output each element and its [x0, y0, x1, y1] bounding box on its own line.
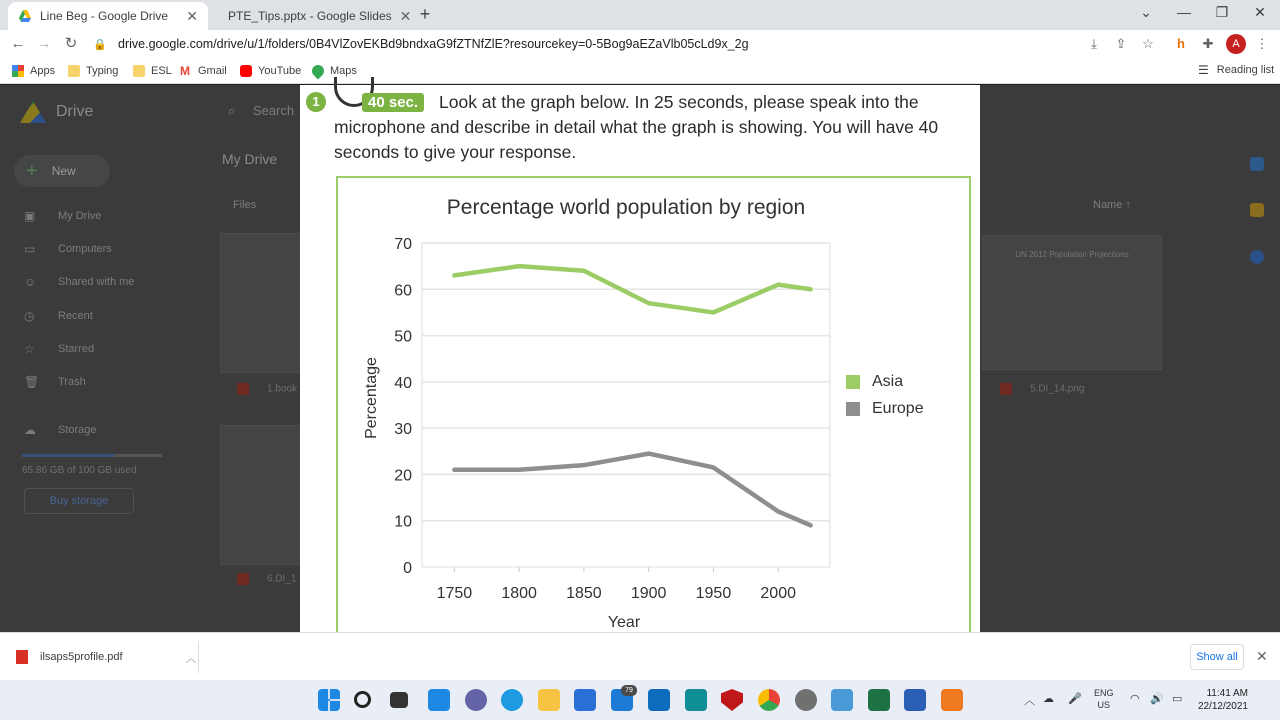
excel-icon[interactable] — [868, 689, 890, 711]
plus-icon: + — [26, 159, 38, 182]
chevron-up-icon[interactable]: ︿ — [1024, 695, 1035, 707]
taskbar-clock[interactable]: 11:41 AM 22/12/2021 — [1197, 688, 1248, 712]
folder-icon — [133, 65, 145, 77]
onedrive-cloud-icon[interactable]: ☁ — [1043, 693, 1054, 705]
time-badge: 40 sec. — [362, 93, 424, 112]
profile-avatar[interactable]: A — [1226, 34, 1246, 54]
sidebar-item-starred[interactable]: ☆ Starred — [24, 342, 95, 356]
sidebar-item-storage[interactable]: ☁ Storage — [24, 423, 97, 437]
breadcrumb[interactable]: My Drive — [222, 151, 278, 167]
y-tick-label: 0 — [403, 560, 412, 577]
maximize-button[interactable]: ❐ — [1215, 4, 1229, 20]
menu-kebab-icon[interactable]: ⋮ — [1255, 36, 1269, 51]
windows-taskbar — [0, 680, 1280, 720]
bookmark-star-icon[interactable]: ☆ — [1142, 36, 1154, 51]
sidebar-item-shared[interactable]: ☺ Shared with me — [24, 275, 135, 289]
file-caption[interactable]: 5.DI_14.png — [1000, 383, 1085, 395]
address-bar[interactable] — [92, 32, 1172, 56]
data-point — [647, 452, 651, 456]
search-icon: ⌕ — [228, 103, 236, 118]
back-button[interactable]: ← — [10, 35, 26, 52]
item-number-badge: 1 — [306, 92, 326, 112]
tab-close-icon[interactable]: ✕ — [399, 7, 412, 24]
reload-button[interactable]: ↻ — [64, 35, 78, 52]
drive-search[interactable]: ⌕ Search — [228, 103, 295, 118]
url-text[interactable]: drive.google.com/drive/u/1/folders/0B4VlZovEKBd9bndxaG9fZTNfZlE?resourcekey=0-5Bog9aEZaVlb05cLd9x_2g — [118, 37, 749, 51]
reading-list-button[interactable]: ☰ Reading list — [1198, 63, 1275, 77]
storage-used-text: 65.86 GB of 100 GB used — [22, 465, 137, 476]
windows-start-icon[interactable] — [318, 689, 340, 711]
arrow-up-icon: ↑ — [1125, 199, 1131, 211]
mail-badge: 79 — [621, 685, 637, 696]
files-header: Files — [233, 199, 257, 211]
file-thumbnail[interactable] — [220, 233, 300, 373]
file-caption[interactable]: 6.DI_1 — [237, 573, 296, 585]
data-point — [712, 311, 716, 315]
close-window-button[interactable]: ✕ — [1254, 4, 1266, 20]
data-point — [776, 510, 780, 514]
data-point — [776, 283, 780, 287]
tasks-icon[interactable] — [1250, 250, 1264, 264]
y-axis-label: Percentage — [363, 357, 380, 439]
y-tick-label: 50 — [394, 328, 412, 346]
data-point — [453, 468, 457, 472]
data-point — [647, 301, 651, 305]
bookmarks-bar — [0, 58, 1280, 84]
battery-icon[interactable]: ▭ — [1172, 693, 1183, 705]
bookmark-apps[interactable]: Apps — [12, 63, 55, 79]
apps-grid-icon — [12, 65, 24, 77]
minimize-button[interactable]: — — [1177, 4, 1191, 20]
legend-label: Asia — [872, 372, 904, 390]
new-button[interactable]: + New — [14, 155, 110, 187]
teams-chat-icon[interactable] — [465, 689, 487, 711]
tab-search-icon[interactable]: ⌄ — [1140, 4, 1152, 20]
youtube-icon — [240, 65, 252, 77]
divider — [198, 641, 199, 673]
extension-icon[interactable]: h — [1177, 36, 1185, 51]
clock-icon: ◷ — [24, 309, 35, 323]
data-point — [582, 463, 586, 467]
x-tick-label: 1750 — [436, 585, 473, 602]
y-tick-label: 10 — [394, 513, 412, 531]
x-tick-label: 2000 — [760, 585, 796, 602]
tab-title: Line Beg - Google Drive — [40, 9, 169, 23]
drive-icon: ▣ — [24, 209, 36, 223]
legend-label: Europe — [872, 399, 924, 417]
chart-legend — [846, 368, 924, 422]
y-tick-label: 20 — [394, 467, 412, 485]
install-app-icon[interactable]: ⤓ — [1091, 36, 1097, 51]
legend-swatch — [846, 402, 860, 416]
bookmark-esl[interactable]: ESL — [133, 63, 172, 79]
word-icon[interactable] — [904, 689, 926, 711]
computer-icon: ▭ — [24, 242, 36, 256]
file-explorer-icon[interactable] — [538, 689, 560, 711]
data-point — [809, 524, 813, 528]
new-tab-button[interactable]: + — [419, 4, 431, 24]
show-all-button[interactable]: Show all — [1190, 644, 1244, 670]
maps-pin-icon — [310, 63, 327, 80]
y-tick-label: 60 — [394, 282, 412, 300]
sidebar-item-recent[interactable]: ◷ Recent — [24, 309, 93, 323]
data-point — [712, 466, 716, 470]
y-tick-label: 30 — [394, 421, 412, 439]
pdf-icon — [16, 650, 28, 664]
sidebar-item-computers[interactable]: ▭ Computers — [24, 242, 112, 256]
widgets-icon[interactable] — [428, 689, 450, 711]
app-camera-icon[interactable] — [685, 689, 707, 711]
drive-logo[interactable]: Drive — [20, 101, 93, 123]
data-point — [809, 287, 813, 291]
cloud-icon: ☁ — [24, 423, 36, 437]
google-drive-icon — [18, 9, 32, 23]
data-point — [517, 468, 521, 472]
chevron-up-icon[interactable]: ︿ — [186, 653, 196, 665]
tab-google-slides[interactable] — [210, 2, 412, 30]
sidebar-item-trash[interactable]: 🗑 Trash — [24, 375, 86, 389]
wifi-icon[interactable]: ◠ — [1130, 693, 1140, 705]
image-file-icon — [237, 383, 249, 395]
bookmark-gmail[interactable]: M Gmail — [180, 64, 227, 78]
download-item[interactable] — [16, 645, 196, 669]
recorder-icon[interactable] — [941, 689, 963, 711]
thumbnail-title: UN 2012 Population Projections — [1015, 250, 1129, 259]
tab-close-icon[interactable]: ✕ — [186, 7, 198, 24]
people-icon: ☺ — [24, 275, 37, 289]
snipping-icon[interactable] — [831, 689, 853, 711]
keep-icon[interactable] — [1250, 203, 1264, 217]
sort-by-name[interactable]: Name ↑ — [1093, 199, 1131, 211]
drive-logo-icon — [20, 101, 46, 123]
file-thumbnail[interactable] — [982, 235, 1162, 370]
file-caption[interactable]: 1.book — [237, 383, 297, 395]
chrome-icon[interactable] — [758, 689, 780, 711]
store-icon[interactable] — [574, 689, 596, 711]
download-filename: ilsaps5profile.pdf — [40, 651, 123, 663]
bookmark-typing[interactable]: Typing — [68, 63, 118, 79]
image-file-icon — [237, 573, 249, 585]
file-thumbnail[interactable] — [220, 425, 300, 565]
buy-storage-button[interactable]: Buy storage — [24, 488, 134, 514]
downloads-bar — [0, 632, 1280, 680]
tab-google-drive[interactable] — [8, 2, 208, 30]
edge-icon[interactable] — [501, 689, 523, 711]
gmail-icon: M — [180, 64, 190, 78]
data-point — [517, 264, 521, 268]
bookmark-youtube[interactable]: YouTube — [240, 63, 301, 79]
microphone-icon[interactable]: 🎤 — [1068, 693, 1082, 705]
x-tick-label: 1800 — [501, 585, 537, 602]
star-icon: ☆ — [24, 342, 35, 356]
data-point — [453, 274, 457, 278]
data-point — [582, 269, 586, 273]
app-l-icon[interactable] — [648, 689, 670, 711]
slide-image — [300, 85, 980, 632]
y-tick-label: 40 — [394, 374, 412, 392]
share-icon[interactable]: ⇪ — [1115, 36, 1127, 51]
x-tick-label: 1950 — [695, 585, 732, 602]
folder-icon — [68, 65, 80, 77]
legend-swatch — [846, 375, 860, 389]
extensions-puzzle-icon[interactable]: ✚ — [1202, 36, 1214, 51]
browser-toolbar — [0, 30, 1280, 58]
instruction-text: Look at the graph below. In 25 seconds, please speak into the microphone and describe in detail what the graph is showing. You will have 40 seconds to give your response. — [334, 92, 939, 162]
x-tick-label: 1900 — [630, 585, 667, 602]
reading-list-icon: ☰ — [1198, 63, 1209, 77]
storage-bar — [22, 454, 162, 457]
legend-item-asia — [846, 368, 924, 395]
language-indicator[interactable]: ENG US — [1094, 688, 1114, 710]
task-view-icon[interactable] — [390, 692, 408, 708]
tab-title: PTE_Tips.pptx - Google Slides — [228, 9, 392, 23]
image-file-icon — [1000, 383, 1012, 395]
lock-icon[interactable]: 🔒 — [93, 38, 107, 51]
tab-strip — [0, 0, 1280, 30]
chart-frame — [336, 176, 971, 646]
legend-item-europe — [846, 395, 924, 422]
close-icon[interactable]: ✕ — [1256, 648, 1268, 664]
chart-title: Percentage world population by region — [446, 196, 806, 219]
x-tick-label: 1850 — [566, 585, 602, 602]
forward-button[interactable]: → — [36, 35, 52, 52]
mcafee-icon[interactable] — [721, 689, 743, 711]
calendar-icon[interactable] — [1250, 157, 1264, 171]
x-axis-label: Year — [607, 614, 641, 631]
sidebar-item-my-drive[interactable]: ▣ My Drive — [24, 209, 102, 223]
search-icon[interactable] — [354, 691, 371, 708]
volume-icon[interactable]: 🔊 — [1150, 693, 1164, 705]
trash-icon: 🗑 — [24, 375, 40, 389]
bookmark-maps[interactable]: Maps — [312, 63, 357, 79]
y-tick-label: 70 — [394, 236, 412, 253]
settings-gear-icon[interactable] — [795, 689, 817, 711]
